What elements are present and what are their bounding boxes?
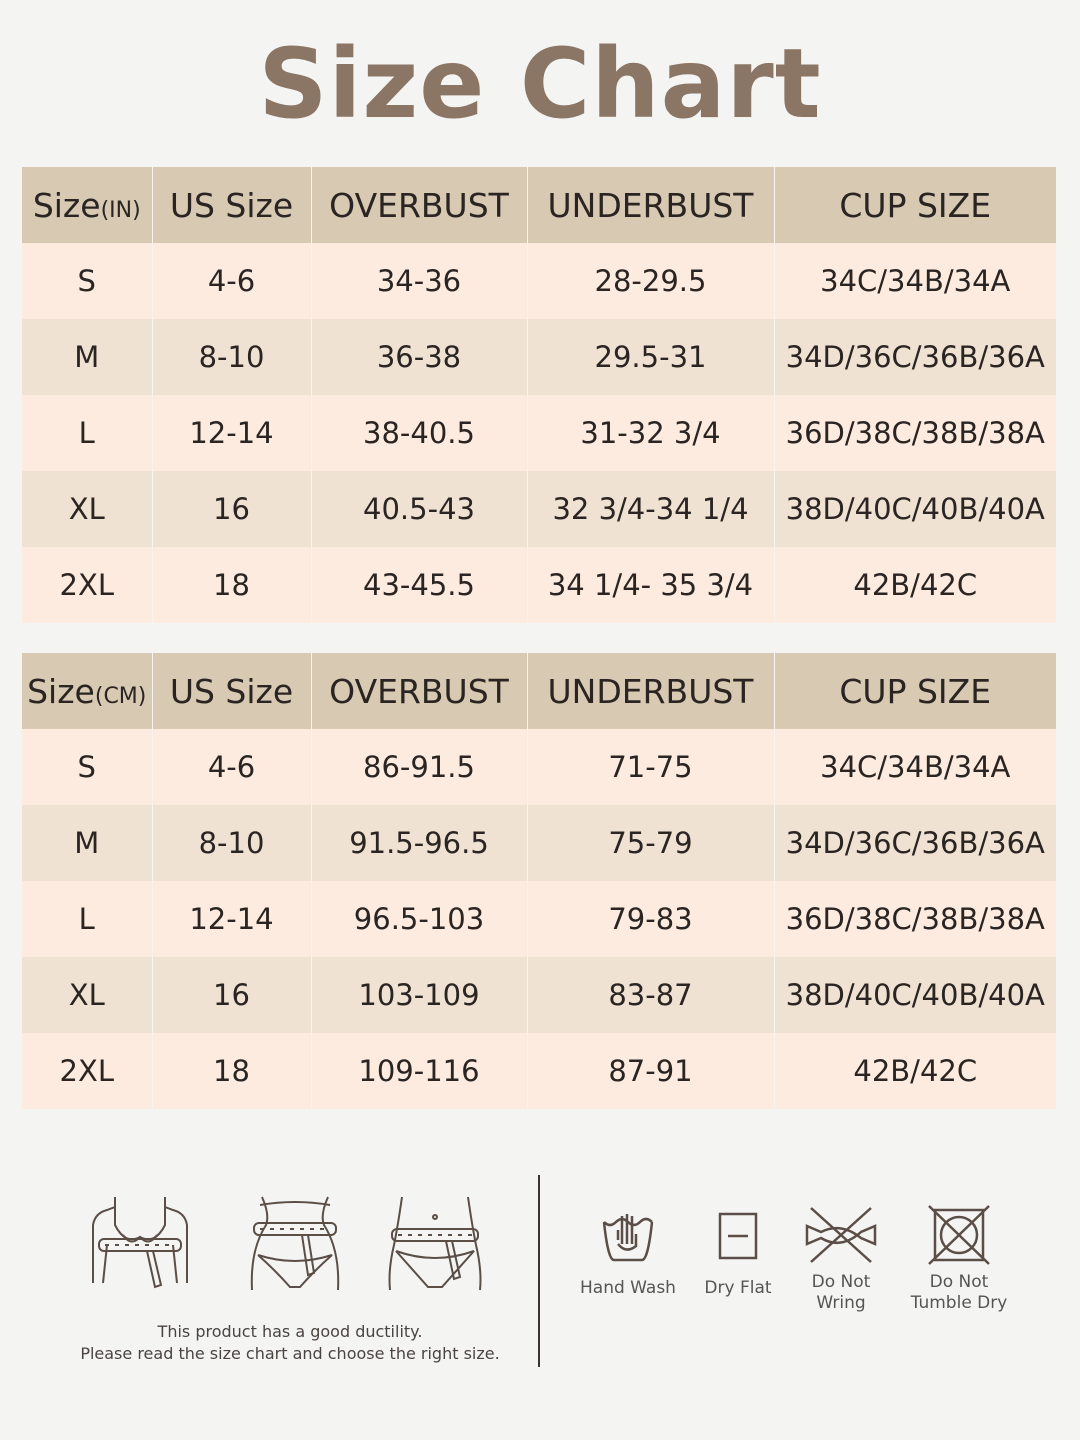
header-cup-size: CUP SIZE — [774, 653, 1056, 729]
header-us-size: US Size — [152, 653, 311, 729]
cell-us-size: 12-14 — [152, 881, 311, 957]
do-not-tumble-dry-icon — [927, 1204, 991, 1266]
cell-us-size: 18 — [152, 547, 311, 623]
cell-underbust: 71-75 — [527, 729, 774, 805]
cell-underbust: 32 3/4-34 1/4 — [527, 471, 774, 547]
table-row — [22, 957, 1056, 1033]
cell-cup-size: 36D/38C/38B/38A — [774, 395, 1056, 471]
overbust-measure-icon — [85, 1195, 195, 1295]
cell-us-size: 16 — [152, 957, 311, 1033]
header-underbust: UNDERBUST — [527, 167, 774, 243]
cell-cup-size: 34C/34B/34A — [774, 729, 1056, 805]
cell-underbust: 87-91 — [527, 1033, 774, 1109]
table-row — [22, 243, 1056, 319]
cell-underbust: 34 1/4- 35 3/4 — [527, 547, 774, 623]
table-row — [22, 547, 1056, 623]
header-size — [22, 167, 152, 243]
size-table-inches — [22, 167, 1056, 623]
header-unit: (IN) — [100, 197, 141, 223]
header-overbust: OVERBUST — [311, 167, 527, 243]
cell-size: S — [22, 243, 152, 319]
cell-size: M — [22, 319, 152, 395]
cell-us-size: 18 — [152, 1033, 311, 1109]
header-underbust: UNDERBUST — [527, 653, 774, 729]
cell-underbust: 28-29.5 — [527, 243, 774, 319]
cell-size: L — [22, 881, 152, 957]
cell-size: XL — [22, 471, 152, 547]
header-size — [22, 653, 152, 729]
care-label: Do Not Tumble Dry — [910, 1272, 1008, 1313]
care-hand-wash — [568, 1210, 688, 1299]
cell-overbust: 43-45.5 — [311, 547, 527, 623]
cell-overbust: 86-91.5 — [311, 729, 527, 805]
table-row — [22, 471, 1056, 547]
care-do-not-tumble-dry — [899, 1210, 1019, 1314]
table-row — [22, 395, 1056, 471]
cell-overbust: 103-109 — [311, 957, 527, 1033]
care-label: Dry Flat — [704, 1278, 772, 1298]
page-title: Size Chart — [258, 28, 822, 140]
cell-overbust: 91.5-96.5 — [311, 805, 527, 881]
cell-underbust: 79-83 — [527, 881, 774, 957]
table-row — [22, 881, 1056, 957]
cell-us-size: 12-14 — [152, 395, 311, 471]
table-row — [22, 319, 1056, 395]
header-size-label: Size — [32, 185, 101, 225]
care-and-measure-section — [0, 1160, 1080, 1400]
cell-overbust: 96.5-103 — [311, 881, 527, 957]
cell-underbust: 31-32 3/4 — [527, 395, 774, 471]
cell-size: M — [22, 805, 152, 881]
cell-cup-size: 42B/42C — [774, 547, 1056, 623]
cell-overbust: 36-38 — [311, 319, 527, 395]
section-divider — [538, 1175, 540, 1367]
note-line-2: Please read the size chart and choose the right size. — [80, 1344, 500, 1363]
care-label: Hand Wash — [580, 1278, 676, 1298]
cell-size: 2XL — [22, 1033, 152, 1109]
table-row — [22, 805, 1056, 881]
cell-cup-size: 38D/40C/40B/40A — [774, 957, 1056, 1033]
waist-measure-icon — [240, 1195, 350, 1295]
header-size-label: Size — [27, 671, 95, 711]
dry-flat-icon — [712, 1210, 764, 1262]
cell-size: XL — [22, 957, 152, 1033]
note-line-1: This product has a good ductility. — [157, 1322, 423, 1341]
cell-overbust: 109-116 — [311, 1033, 527, 1109]
cell-cup-size: 34D/36C/36B/36A — [774, 319, 1056, 395]
table-header-row — [22, 653, 1056, 729]
cell-us-size: 16 — [152, 471, 311, 547]
cell-underbust: 75-79 — [527, 805, 774, 881]
cell-cup-size: 36D/38C/38B/38A — [774, 881, 1056, 957]
header-overbust: OVERBUST — [311, 653, 527, 729]
care-do-not-wring — [781, 1210, 901, 1314]
cell-cup-size: 42B/42C — [774, 1033, 1056, 1109]
cell-size: S — [22, 729, 152, 805]
hand-wash-icon — [600, 1210, 656, 1262]
cell-us-size: 4-6 — [152, 243, 311, 319]
cell-overbust: 40.5-43 — [311, 471, 527, 547]
table-row — [22, 729, 1056, 805]
size-table-centimeters — [22, 653, 1056, 1109]
header-unit: (CM) — [94, 683, 147, 709]
cell-cup-size: 34D/36C/36B/36A — [774, 805, 1056, 881]
cell-underbust: 83-87 — [527, 957, 774, 1033]
cell-overbust: 38-40.5 — [311, 395, 527, 471]
table-header-row — [22, 167, 1056, 243]
cell-us-size: 8-10 — [152, 805, 311, 881]
care-label: Do Not Wring — [811, 1272, 871, 1313]
care-dry-flat — [678, 1210, 798, 1299]
cell-cup-size: 38D/40C/40B/40A — [774, 471, 1056, 547]
header-us-size: US Size — [152, 167, 311, 243]
cell-overbust: 34-36 — [311, 243, 527, 319]
cell-us-size: 8-10 — [152, 319, 311, 395]
table-row — [22, 1033, 1056, 1109]
header-cup-size: CUP SIZE — [774, 167, 1056, 243]
cell-size: L — [22, 395, 152, 471]
cell-us-size: 4-6 — [152, 729, 311, 805]
cell-size: 2XL — [22, 547, 152, 623]
do-not-wring-icon — [801, 1204, 881, 1266]
cell-cup-size: 34C/34B/34A — [774, 243, 1056, 319]
cell-underbust: 29.5-31 — [527, 319, 774, 395]
hip-measure-icon — [380, 1195, 490, 1295]
